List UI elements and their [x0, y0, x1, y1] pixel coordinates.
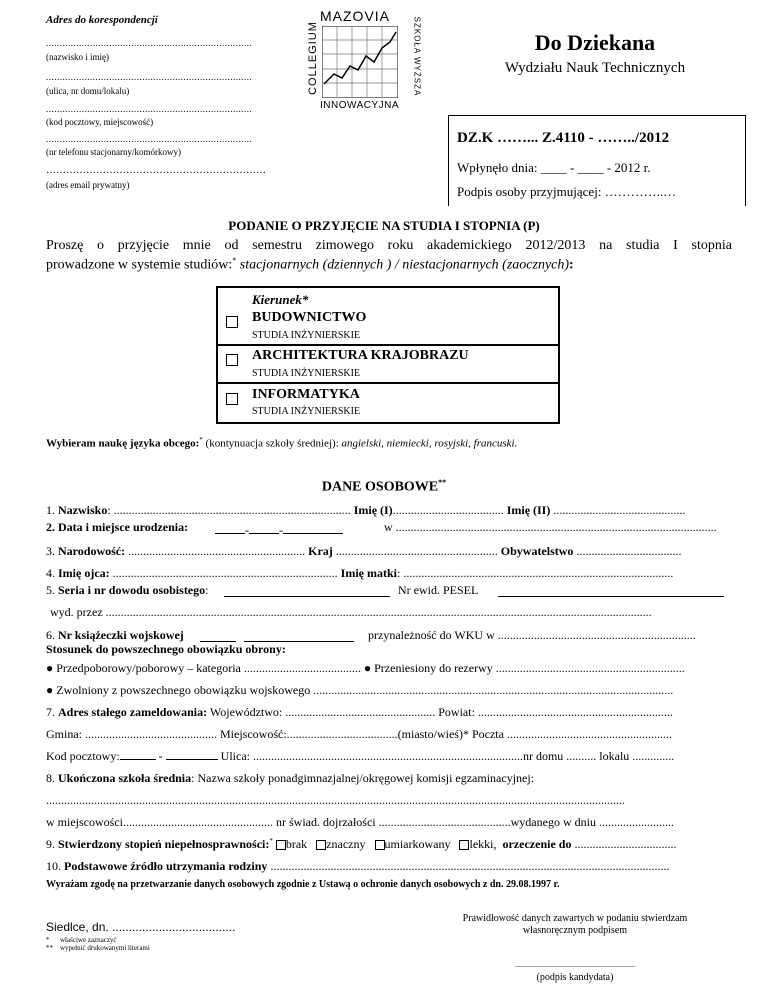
line-surname[interactable]: 1. Nazwisko: ............................................................................... Imię (I)..................................... Imię (II) ............................................ — [46, 503, 686, 517]
major-sub-architektura: STUDIA INŻYNIERSKIE — [252, 368, 361, 379]
addressee-title: Do Dziekana — [534, 30, 656, 55]
place-date[interactable]: Siedlce, dn. ..................................... — [46, 920, 236, 934]
major-sub-budownictwo: STUDIA INŻYNIERSKIE — [252, 330, 361, 341]
id-number-comb[interactable] — [224, 584, 390, 602]
line-school-name[interactable]: ................................................................................................................................................................................................. — [46, 793, 625, 807]
dots-street: ........................................................................... — [46, 72, 253, 82]
checkbox-umiarkowany[interactable] — [375, 840, 385, 850]
label-name: (nazwisko i imię) — [46, 52, 109, 62]
major-name-budownictwo: BUDOWNICTWO — [252, 310, 367, 325]
line-issued-by[interactable]: wyd. przez ...................................................................................................................................................................................... — [50, 605, 652, 619]
correspondence-title: Adres do korespondencji — [46, 14, 158, 26]
major-checkbox-budownictwo[interactable] — [226, 313, 238, 331]
defense-obligation: Stosunek do powszechnego obowiązku obrony: — [46, 642, 286, 656]
received-date: Wpłynęło dnia: ____ - ____ - 2012 r. — [457, 160, 651, 175]
majors-table — [216, 286, 560, 424]
logo-text-left: COLLEGIUM — [307, 21, 319, 95]
line-conscript[interactable]: ● Przedpoborowy/poborowy – kategoria ....................................... ● Przeniesiony do rezerwy ............................................................... — [46, 661, 685, 675]
intro-colon: : — [569, 257, 574, 273]
language-line — [46, 436, 517, 450]
line-nationality[interactable]: 3. Narodowość: ........................................................... Kraj ...................................................... Obywatelstwo ................................... — [46, 544, 682, 558]
intro-text: prowadzone w systemie studiów: — [46, 257, 233, 273]
major-checkbox-informatyka[interactable] — [226, 390, 238, 408]
intro-line-2 — [46, 256, 574, 274]
logo-chart-icon — [322, 26, 398, 98]
pesel-comb[interactable] — [498, 584, 724, 602]
line-disability[interactable]: 9. Stwierdzony stopień niepełnosprawności:* brak znaczny umiarkowany lekki, orzeczenie do .................................. — [46, 837, 677, 851]
wku[interactable]: przynależność do WKU w .................................................................. — [368, 628, 696, 642]
major-sub-informatyka: STUDIA INŻYNIERSKIE — [252, 406, 361, 417]
logo-text-bottom: INNOWACYJNA — [320, 100, 400, 111]
checkbox-brak[interactable] — [276, 840, 286, 850]
checkbox-lekki[interactable] — [459, 840, 469, 850]
intro-sup: * — [232, 256, 237, 265]
dots-phone: ........................................................................... — [46, 134, 253, 144]
consent-text: Wyrażam zgodę na przetwarzanie danych osobowych zgodnie z Ustawą o ochronie danych osobowych z dn. 29.08.1997 r. — [46, 879, 560, 890]
line-id[interactable]: 5. Seria i nr dowodu osobistego: — [46, 583, 209, 597]
faculty-name: Wydziału Nauk Technicznych — [504, 60, 686, 76]
language-text: (kontynuacja szkoły średniej): — [202, 437, 342, 450]
application-title: PODANIE O PRZYJĘCIE NA STUDIA I STOPNIA (P) — [228, 218, 540, 233]
line-income[interactable]: 10. Podstawowe źródło utrzymania rodziny ..................................................................................................................................... — [46, 859, 670, 873]
dots-email: ………………………………………………………… — [46, 165, 266, 176]
line-parents[interactable]: 4. Imię ojca: ........................................................................... Imię matki: .......................................................................................... — [46, 566, 674, 580]
line-postcode[interactable]: Kod pocztowy: - Ulica: ..........................................................................................nr domu .......... lokalu .............. — [46, 749, 675, 763]
language-options: angielski, niemiecki, rosyjski, francuski. — [341, 437, 518, 450]
dots-name: ........................................................................... — [46, 38, 253, 48]
pesel-label: Nr ewid. PESEL — [398, 583, 479, 597]
dots-postal: ........................................................................... — [46, 104, 253, 114]
majors-heading: Kierunek* — [252, 292, 309, 307]
language-label: Wybieram naukę języka obcego: — [46, 437, 200, 450]
personal-heading-text: DANE OSOBOWE — [321, 479, 439, 495]
line-birth[interactable]: 2. Data i miejsce urodzenia: — [46, 520, 189, 534]
line-military-book[interactable]: 6. Nr książeczki wojskowej — [46, 628, 184, 642]
signature-dots[interactable]: ............................................................ — [515, 960, 635, 969]
declaration-1: Prawidłowość danych zawartych w podaniu stwierdzam — [462, 913, 688, 924]
checkbox-znaczny[interactable] — [316, 840, 326, 850]
label-email: (adres email prywatny) — [46, 180, 130, 190]
logo-text-top: MAZOVIA — [320, 8, 391, 24]
label-phone: (nr telefonu stacjonarny/komórkowy) — [46, 147, 181, 157]
college-logo — [302, 8, 420, 114]
line-exempt[interactable]: ● Zwolniony z powszechnego obowiązku wojskowego ........................................................................................................................ — [46, 683, 674, 697]
birth-date-comb[interactable]: - - — [215, 521, 343, 539]
logo-text-right: SZKOŁA WYŻSZA — [412, 16, 422, 97]
signature-label: (podpis kandydata) — [536, 972, 614, 983]
line-address[interactable]: 7. Adres stałego zameldowania: Województwo: .................................................. Powiat: ................................................................. — [46, 705, 673, 719]
birth-place[interactable]: w ........................................................................................................... — [384, 520, 717, 534]
line-school: 8. Ukończona szkoła średnia: Nazwa szkoły ponadgimnazjalnej/okręgowej komisji egzaminacyjnej: — [46, 771, 535, 785]
label-postal: (kod pocztowy, miejscowość) — [46, 117, 154, 127]
label-street: (ulica, nr domu/lokalu) — [46, 86, 130, 96]
reference-number: DZ.K ……... Z.4110 - ……../2012 — [457, 130, 670, 146]
declaration-2: własnoręcznym podpisem — [522, 925, 628, 936]
personal-heading-sup: ** — [438, 478, 447, 487]
footnote-1: * właściwe zaznaczyć — [46, 936, 117, 944]
receiver-signature: Podpis osoby przyjmującej: …………..… — [457, 184, 677, 199]
personal-data-heading — [0, 478, 768, 496]
footnote-2: ** wypełnić drukowanymi literami — [46, 944, 150, 952]
major-checkbox-architektura[interactable] — [226, 351, 238, 369]
major-name-informatyka: INFORMATYKA — [252, 387, 360, 402]
major-name-architektura: ARCHITEKTURA KRAJOBRAZU — [252, 348, 469, 363]
study-modes: stacjonarnych (dziennych ) / niestacjonarnych (zaocznych) — [236, 257, 570, 273]
divider — [218, 382, 558, 384]
line-municipality[interactable]: Gmina: ............................................ Miejscowość:.....................................(miasto/wieś)* Poczta ....................................................... — [46, 727, 672, 741]
intro-line-1: Proszę o przyjęcie mnie od semestru zimowego roku akademickiego 2012/2013 na studia I stopnia — [46, 238, 732, 253]
line-certificate[interactable]: w miejscowości.................................................. nr świad. dojrzałości ............................................wydanego w dniu ......................... — [46, 815, 674, 829]
language-sup: * — [199, 436, 203, 444]
office-use-box — [448, 115, 746, 206]
divider — [218, 344, 558, 346]
